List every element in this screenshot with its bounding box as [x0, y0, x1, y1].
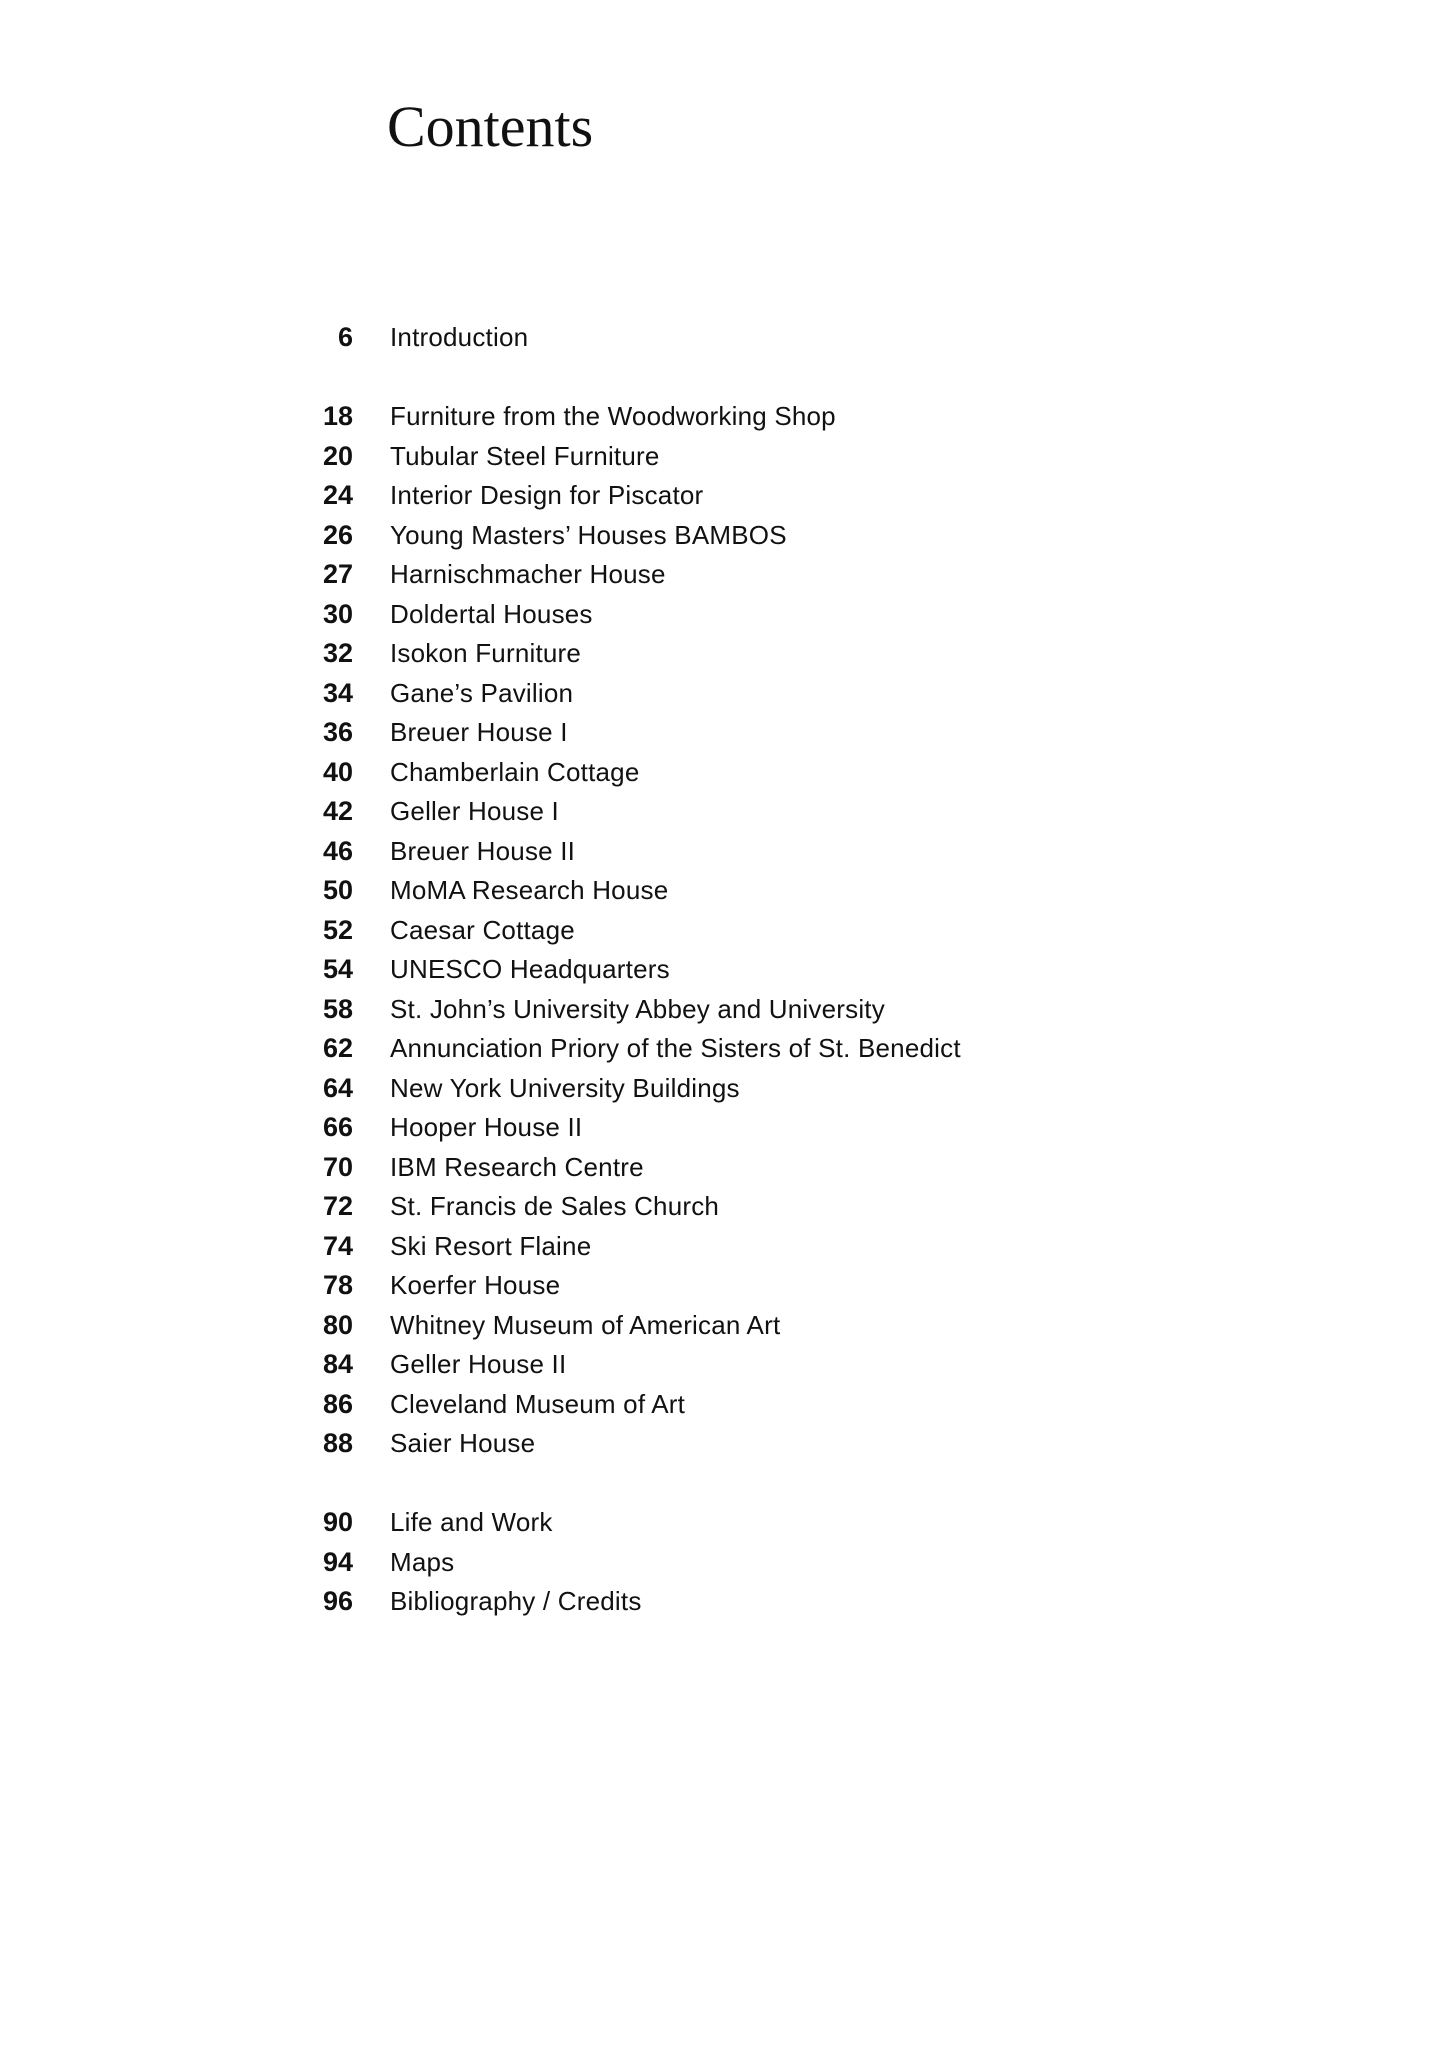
toc-entry	[0, 1108, 1444, 1148]
toc-entry-title: Hooper House II	[390, 1112, 583, 1142]
toc-entry-title: Gane’s Pavilion	[390, 677, 574, 708]
toc-page-number: 46	[322, 835, 353, 866]
toc-page-number: 52	[322, 914, 353, 945]
group-spacer	[0, 1464, 1444, 1504]
toc-entry	[0, 1503, 1444, 1543]
toc-entry-title: UNESCO Headquarters	[390, 954, 670, 984]
toc-page-number: 64	[322, 1072, 353, 1103]
toc-page-number: 90	[322, 1507, 353, 1537]
toc-entry-title: Whitney Museum of American Art	[390, 1309, 781, 1340]
toc-entry-title: Young Masters’ Houses BAMBOS	[390, 519, 787, 550]
toc-entry-title: Interior Design for Piscator	[390, 480, 704, 510]
toc-entry	[0, 1543, 1444, 1583]
toc-entry-title: Koerfer House	[390, 1270, 561, 1300]
toc-page-number: 66	[322, 1112, 353, 1142]
toc-page-number: 62	[322, 1033, 353, 1063]
toc-entry-title: MoMA Research House	[390, 875, 669, 905]
toc-entry	[0, 1227, 1444, 1267]
toc-entry-title: Geller House II	[390, 1349, 567, 1379]
group-spacer	[0, 358, 1444, 398]
toc-entry	[0, 1029, 1444, 1069]
toc-entry	[0, 990, 1444, 1030]
toc-entry-title: Doldertal Houses	[390, 598, 593, 629]
toc-entry-title: Tubular Steel Furniture	[390, 440, 660, 471]
toc-entry-title: Introduction	[390, 322, 529, 352]
toc-entry-title: Annunciation Priory of the Sisters of St. Benedict	[390, 1033, 961, 1063]
toc-page-number: 40	[322, 756, 353, 787]
toc-entry-title: Isokon Furniture	[390, 638, 582, 668]
toc-entry	[0, 1424, 1444, 1464]
toc-entry-title: St. John’s University Abbey and University	[390, 993, 885, 1024]
toc-page-number: 86	[322, 1388, 353, 1419]
toc-entry	[0, 476, 1444, 516]
toc-entry	[0, 437, 1444, 477]
toc-page-number: 54	[322, 954, 353, 984]
toc-entry	[0, 950, 1444, 990]
toc-entry-title: Geller House I	[390, 796, 559, 826]
toc-entry-title: Ski Resort Flaine	[390, 1230, 592, 1261]
toc-entry-title: Breuer House I	[390, 717, 568, 747]
toc-page-number: 88	[322, 1428, 353, 1458]
toc-entry	[0, 832, 1444, 872]
toc-page-number: 26	[322, 519, 353, 550]
toc-entry-title: St. Francis de Sales Church	[390, 1191, 720, 1221]
toc-page-number: 42	[322, 796, 353, 826]
toc-entry-title: IBM Research Centre	[390, 1151, 644, 1182]
toc-entry-title: Life and Work	[390, 1507, 553, 1537]
toc-entry	[0, 1069, 1444, 1109]
toc-entry	[0, 871, 1444, 911]
toc-entry-title: Chamberlain Cottage	[390, 756, 640, 787]
toc-entry	[0, 555, 1444, 595]
toc-page-number: 72	[322, 1191, 353, 1221]
toc-page-number: 58	[322, 993, 353, 1024]
toc-entry	[0, 634, 1444, 674]
toc-page-number: 96	[322, 1586, 353, 1616]
toc-page-number: 84	[322, 1349, 353, 1379]
toc-entry	[0, 318, 1444, 358]
toc-page-number: 74	[322, 1230, 353, 1261]
toc-entry	[0, 1345, 1444, 1385]
toc-entry	[0, 1582, 1444, 1622]
page-title: Contents	[387, 94, 594, 159]
toc-page-number: 18	[322, 401, 353, 431]
toc-page-number: 94	[322, 1546, 353, 1577]
toc-entry	[0, 1306, 1444, 1346]
toc-entry	[0, 753, 1444, 793]
toc-entry	[0, 713, 1444, 753]
toc-entry-title: Harnischmacher House	[390, 559, 666, 589]
toc-page-number: 34	[322, 677, 353, 708]
toc-page-number: 78	[322, 1270, 353, 1300]
toc-page-number: 30	[322, 598, 353, 629]
toc-entry	[0, 1148, 1444, 1188]
toc-entry	[0, 1385, 1444, 1425]
toc-entry-title: Breuer House II	[390, 835, 576, 866]
toc-entry	[0, 674, 1444, 714]
toc-entry	[0, 792, 1444, 832]
toc-page-number: 32	[322, 638, 353, 668]
toc-entry-title: Bibliography / Credits	[390, 1586, 642, 1616]
toc-entry	[0, 516, 1444, 556]
toc-entry-title: Maps	[390, 1546, 455, 1577]
toc-page-number: 6	[337, 322, 353, 352]
toc-entry-title: Furniture from the Woodworking Shop	[390, 401, 836, 431]
toc-page-number: 70	[322, 1151, 353, 1182]
toc-page-number: 24	[322, 480, 353, 510]
toc-page-number: 50	[322, 875, 353, 905]
table-of-contents	[0, 318, 1444, 1622]
toc-entry	[0, 1266, 1444, 1306]
toc-entry	[0, 595, 1444, 635]
toc-page-number: 36	[322, 717, 353, 747]
toc-page-number: 27	[322, 559, 353, 589]
toc-entry-title: New York University Buildings	[390, 1072, 740, 1103]
toc-entry-title: Saier House	[390, 1428, 536, 1458]
toc-entry-title: Caesar Cottage	[390, 914, 575, 945]
toc-entry-title: Cleveland Museum of Art	[390, 1388, 686, 1419]
toc-entry	[0, 1187, 1444, 1227]
toc-page-number: 20	[322, 440, 353, 471]
toc-entry	[0, 397, 1444, 437]
toc-page-number: 80	[322, 1309, 353, 1340]
toc-entry	[0, 911, 1444, 951]
